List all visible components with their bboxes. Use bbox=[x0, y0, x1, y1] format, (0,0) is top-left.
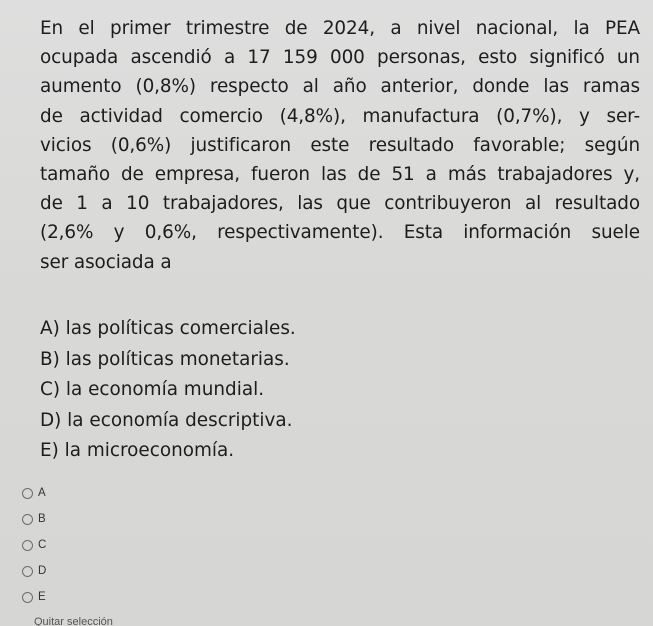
question-line: ser asociada a bbox=[40, 251, 172, 273]
question-line: aumento (0,8%) respecto al año anterior, donde las ramas bbox=[40, 76, 640, 98]
radio-option-c[interactable] bbox=[22, 532, 46, 558]
radio-button-b[interactable] bbox=[22, 514, 33, 525]
question-line: vicios (0,6%) justificaron este resultado favorable; según bbox=[40, 134, 640, 156]
question-line: de 1 a 10 trabajadores, las que contribuyeron al resultado bbox=[40, 193, 640, 215]
radio-group bbox=[22, 480, 46, 610]
question-line: En el primer trimestre de 2024, a nivel nacional, la PEA bbox=[40, 18, 640, 39]
question-text bbox=[40, 14, 640, 277]
answer-options bbox=[40, 314, 296, 467]
radio-label-e: E bbox=[38, 591, 46, 603]
radio-label-b: B bbox=[38, 513, 46, 525]
radio-option-b[interactable] bbox=[22, 506, 46, 532]
radio-button-d[interactable] bbox=[22, 566, 33, 577]
radio-button-c[interactable] bbox=[22, 540, 33, 551]
option-d-text: D) la economía descriptiva. bbox=[40, 409, 293, 431]
option-c-text: C) la economía mundial. bbox=[40, 379, 265, 400]
option-a-text: A) las políticas comerciales. bbox=[40, 318, 296, 339]
option-b-text: B) las políticas monetarias. bbox=[40, 348, 290, 370]
question-line: ocupada ascendió a 17 159 000 personas, esto significó un bbox=[40, 47, 640, 69]
question-line: de actividad comercio (4,8%), manufactura (0,7%), y ser- bbox=[40, 105, 640, 127]
radio-button-e[interactable] bbox=[22, 592, 33, 603]
radio-label-a: A bbox=[38, 487, 46, 499]
radio-label-d: D bbox=[38, 565, 47, 577]
option-e-text: E) la microeconomía. bbox=[40, 440, 235, 461]
question-line: tamaño de empresa, fueron las de 51 a más trabajadores y, bbox=[40, 164, 640, 186]
radio-option-e[interactable] bbox=[22, 584, 46, 610]
radio-option-d[interactable] bbox=[22, 558, 46, 584]
question-line: (2,6% y 0,6%, respectivamente). Esta información suele bbox=[40, 222, 640, 244]
radio-button-a[interactable] bbox=[22, 488, 33, 499]
radio-label-c: C bbox=[38, 539, 47, 551]
clear-selection-link[interactable]: Quitar selección bbox=[34, 616, 113, 626]
radio-option-a[interactable] bbox=[22, 480, 46, 506]
